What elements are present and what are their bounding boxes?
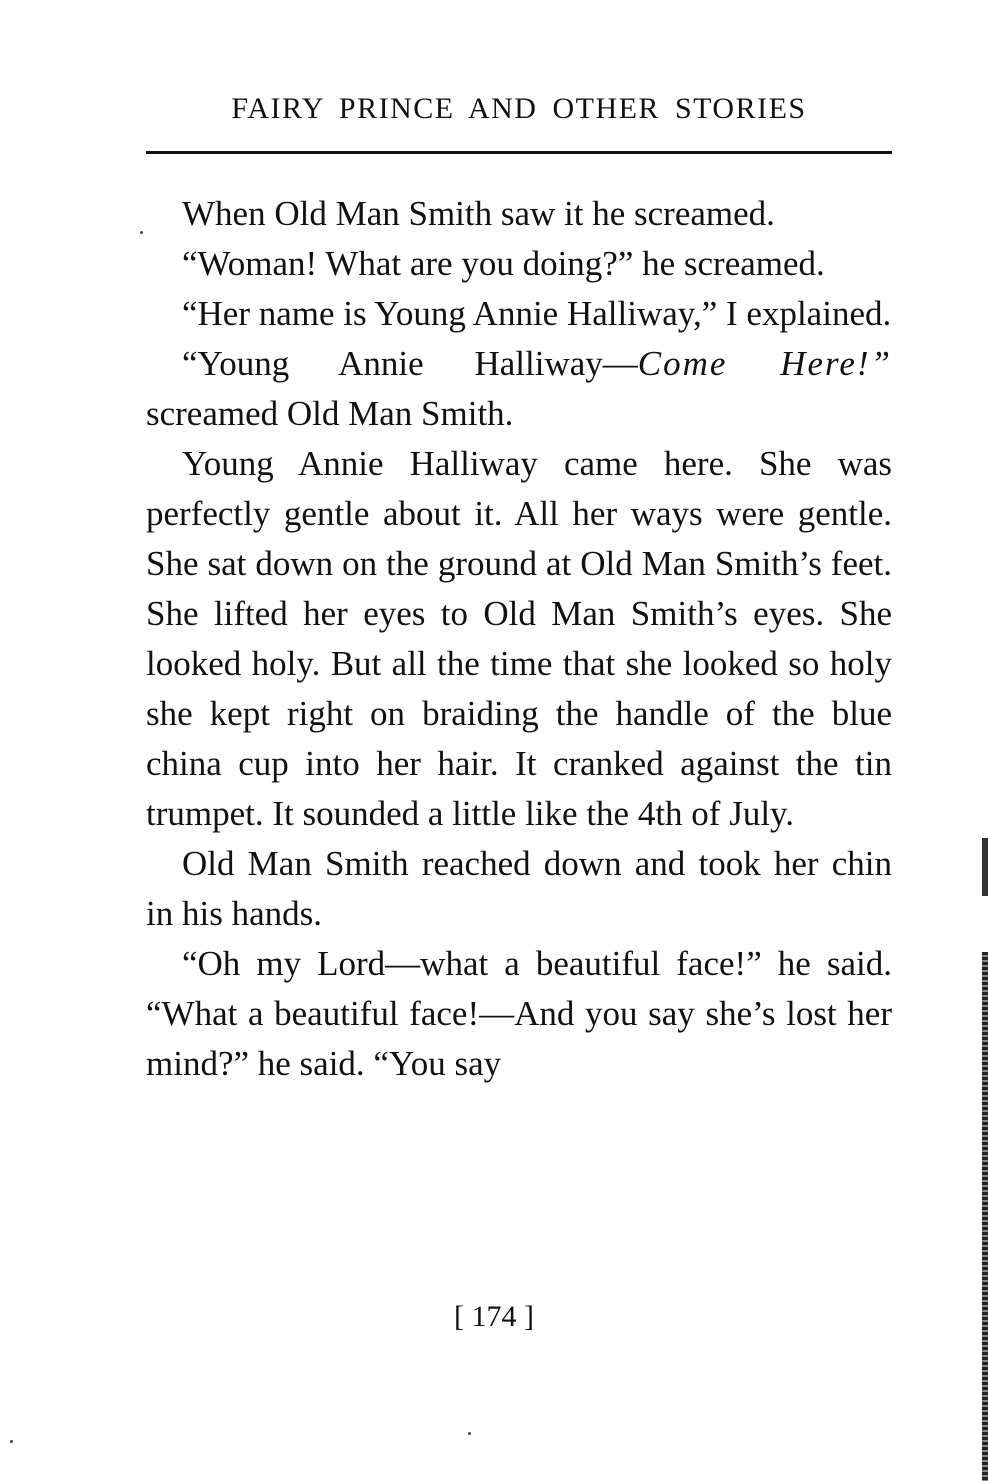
- paragraph-1: When Old Man Smith saw it he screamed.: [182, 194, 775, 233]
- paragraph-4-italic: Come Here!”: [637, 344, 892, 383]
- print-speck: [140, 231, 143, 234]
- page-edge-mark: [982, 838, 988, 896]
- paragraph-7: “Oh my Lord—what a beautiful face!” he said. “What a beautiful face!—And you say she’s lost her mind?” he said. “You say: [146, 944, 892, 1083]
- paragraph-3: “Her name is Young Annie Halliway,” I explained.: [182, 294, 892, 333]
- paragraph-6: Old Man Smith reached down and took her chin in his hands.: [146, 844, 892, 933]
- running-head: FAIRY PRINCE AND OTHER STORIES: [231, 92, 807, 125]
- paragraph-5: Young Annie Halliway came here. She was perfectly gentle about it. All her ways were gentle. She sat down on the ground at Old Man Smith’s feet. She lifted her eyes to Old Man Smith’s eyes. She looked holy. But all the time that she looked so holy she kept right on braiding the handle of the blue china cup into her hair. It cranked against the tin trumpet. It sounded a little like the 4th of July.: [146, 444, 892, 833]
- paragraph-4: [146, 339, 892, 439]
- page-body: [146, 189, 892, 1089]
- paragraph-2: “Woman! What are you doing?” he screamed.: [182, 244, 825, 283]
- page-number: [ 174 ]: [454, 1300, 534, 1333]
- page-edge-shadow: [982, 952, 988, 1481]
- paragraph-4-start: “Young Annie Halliway—: [182, 344, 638, 383]
- print-speck: [10, 1440, 13, 1443]
- print-speck: [468, 1432, 471, 1435]
- paragraph-4-end: screamed Old Man Smith.: [146, 394, 514, 433]
- header-rule: [146, 151, 892, 154]
